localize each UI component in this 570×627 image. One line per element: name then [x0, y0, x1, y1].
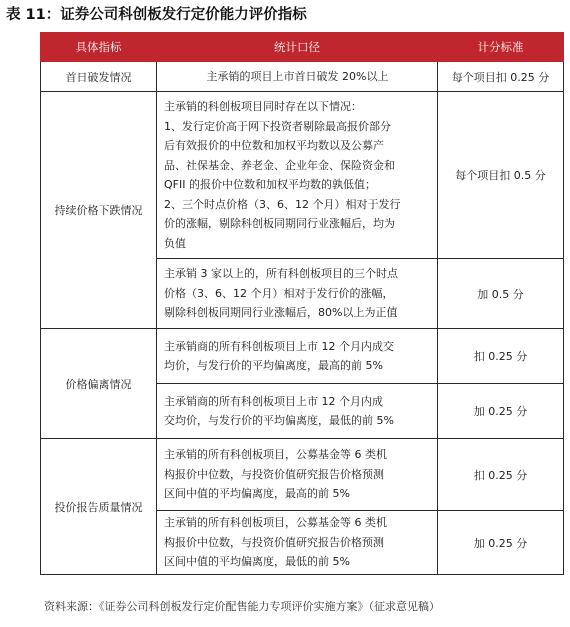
stat-line: 主承销 3 家以上的，所有科创板项目的三个时点: [164, 267, 398, 281]
indicator-cell: 首日破发情况: [41, 62, 157, 92]
stat-cell: [157, 511, 438, 575]
stat-line: 剔除科创板同期同行业涨幅后，80%以上为正值: [164, 306, 398, 320]
stat-line: 主承销的所有科创板项目，公募基金等 6 类机: [164, 448, 387, 462]
stat-cell: [157, 92, 438, 259]
stat-line: 交均价，与发行价的平均偏离度，最低的前 5%: [164, 414, 394, 427]
stat-cell: [157, 329, 438, 384]
evaluation-table: [40, 32, 564, 575]
stat-line: 1、发行定价高于网下投资者剔除最高报价部分: [164, 119, 391, 133]
stat-cell: [157, 62, 438, 92]
stat-line: 品、社保基金、养老金、企业年金、保险资金和: [164, 158, 395, 172]
score-cell: 扣 0.25 分: [438, 439, 564, 511]
table-title: 表 11：证券公司科创板发行定价能力评价指标: [6, 7, 307, 23]
score-cell: 加 0.5 分: [438, 259, 564, 329]
stat-line: 区间中值的平均偏离度，最低的前 5%: [164, 555, 350, 569]
score-cell: 每个项目扣 0.5 分: [438, 92, 564, 259]
score-cell: 每个项目扣 0.25 分: [438, 62, 564, 92]
score-cell: 加 0.25 分: [438, 511, 564, 575]
header-stat: 统计口径: [157, 33, 438, 62]
stat-cell: [157, 259, 438, 329]
table-header-row: [41, 33, 564, 62]
score-cell: 扣 0.25 分: [438, 329, 564, 384]
stat-line: 负值: [164, 236, 186, 250]
table-row: [41, 329, 564, 384]
stat-line: 构报价中位数，与投资价值研究报告价格预测: [164, 535, 384, 549]
stat-line: 均价，与发行价的平均偏离度，最高的前 5%: [164, 359, 383, 372]
stat-line: 价的涨幅，剔除科创板同期同行业涨幅后，均为: [164, 217, 395, 230]
stat-cell: [157, 384, 438, 439]
stat-line: 主承销的科创板项目同时存在以下情况：: [164, 100, 362, 113]
stat-cell: [157, 439, 438, 511]
header-score: 计分标准: [438, 33, 564, 62]
table-row: [41, 439, 564, 511]
table-row: [41, 62, 564, 92]
indicator-cell: 价格偏离情况: [41, 329, 157, 439]
source-note: 资料来源：《证券公司科创板发行定价配售能力专项评价实施方案》（征求意见稿）: [44, 600, 440, 613]
score-cell: 加 0.25 分: [438, 384, 564, 439]
stat-line: 价格（3、6、12 个月）相对于发行价的涨幅，: [164, 286, 394, 300]
stat-line: 构报价中位数，与投资价值研究报告价格预测: [164, 467, 384, 481]
indicator-cell: 持续价格下跌情况: [41, 92, 157, 329]
header-indicator: 具体指标: [41, 33, 157, 62]
table-row: [41, 92, 564, 259]
stat-line: 区间中值的平均偏离度，最高的前 5%: [164, 487, 350, 501]
indicator-cell: 投价报告质量情况: [41, 439, 157, 575]
stat-line: 主承销商的所有科创板项目上市 12 个月内成交: [164, 339, 394, 353]
stat-line: 主承销的所有科创板项目，公募基金等 6 类机: [164, 516, 387, 530]
stat-line: 后有效报价的中位数和加权平均数以及公募产: [164, 139, 384, 152]
stat-line: QFII 的报价中位数和加权平均数的孰低值；: [164, 178, 376, 191]
stat-line: 2、三个时点价格（3、6、12 个月）相对于发行: [164, 197, 401, 211]
stat-line: 主承销商的所有科创板项目上市 12 个月内成: [164, 394, 383, 408]
stat-line: 主承销的项目上市首日破发 20%以上: [206, 69, 389, 83]
